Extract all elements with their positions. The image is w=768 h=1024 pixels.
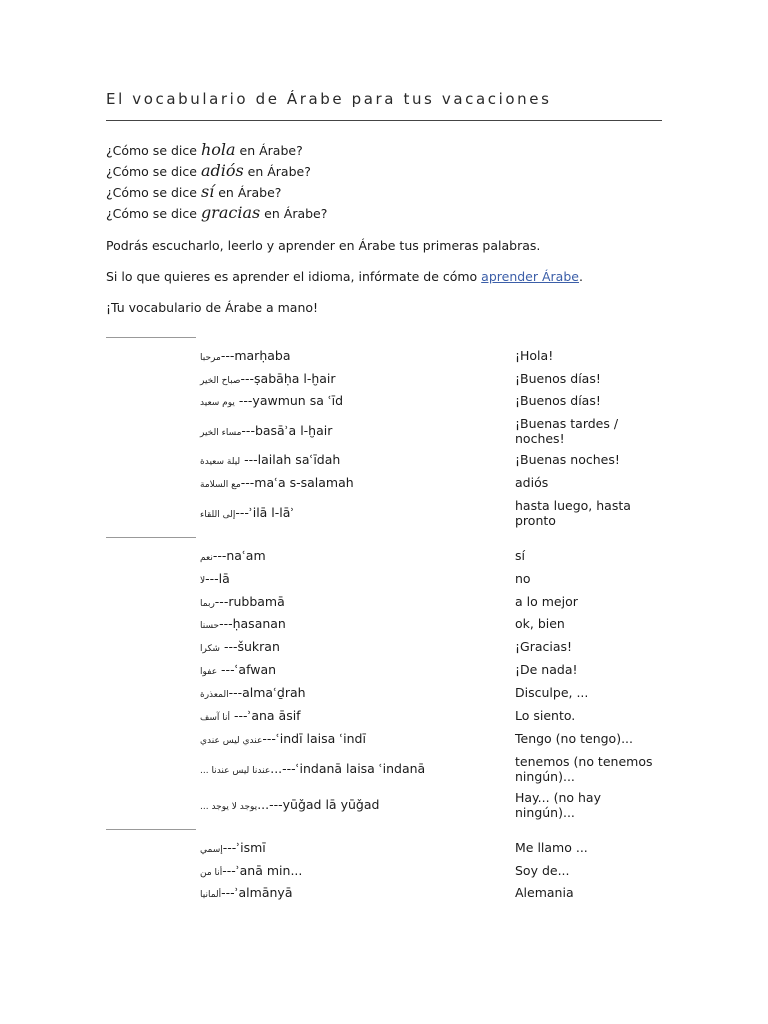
learn-paragraph: [106, 269, 583, 284]
arabic-term: [200, 863, 302, 878]
arabic-term: [200, 452, 340, 467]
spanish-translation: no: [515, 571, 531, 586]
question-word: gracias: [200, 203, 261, 222]
question-gracias: [106, 205, 327, 222]
learn-text: Si lo que quieres es aprender el idioma, infórmate de cómo: [106, 269, 482, 284]
arabic-script: ألمانيا: [200, 890, 222, 900]
arabic-term: [200, 662, 276, 677]
question-prefix: ¿Cómo se dice: [106, 143, 201, 158]
arabic-term: [200, 840, 266, 855]
transliteration: ---ʾanā min...: [222, 863, 303, 878]
spanish-translation: Alemania: [515, 885, 574, 900]
arabic-script: لا: [200, 576, 206, 586]
arabic-script: أنا آسف: [200, 713, 230, 723]
transliteration: ---naʿam: [212, 548, 266, 563]
transliteration: ---yawmun sa ʿīd: [234, 393, 344, 408]
spanish-translation: Tengo (no tengo)...: [515, 731, 633, 746]
arabic-term: [200, 393, 343, 408]
learn-suffix: .: [578, 269, 583, 284]
spanish-translation: ¡Gracias!: [515, 639, 573, 654]
spanish-translation: ¡Hola!: [515, 348, 554, 363]
arabic-term: [200, 731, 366, 746]
arabic-term: [200, 639, 280, 654]
tagline: ¡Tu vocabulario de Árabe a mano!: [106, 300, 319, 315]
transliteration: ---almaʿḏrah: [228, 685, 306, 700]
transliteration: ---ʿindī laisa ʿindī: [262, 731, 366, 746]
arabic-term: [200, 594, 285, 609]
arabic-script: ربما: [200, 599, 215, 609]
arabic-term: [200, 685, 306, 700]
spanish-translation: ¡De nada!: [515, 662, 578, 677]
arabic-term: [200, 371, 336, 386]
transliteration: ---maʿa s-salamah: [240, 475, 354, 490]
section-divider: [106, 829, 196, 830]
question-adios: [106, 163, 311, 180]
section-divider: [106, 537, 196, 538]
transliteration: ---lā: [205, 571, 230, 586]
transliteration: ---ʾilā l-lāʾ: [235, 505, 295, 520]
question-hola: [106, 142, 303, 159]
transliteration: ---ʾana āsif: [229, 708, 301, 723]
arabic-script: مساء الخير: [200, 428, 242, 438]
transliteration: ---ʾalmānyā: [221, 885, 293, 900]
transliteration: ---basāʾa l-ḫair: [241, 423, 333, 438]
arabic-term: [200, 708, 301, 723]
transliteration: ---ṣabāḥa l-ḫair: [240, 371, 336, 386]
transliteration: ---lailah saʿīdah: [240, 452, 341, 467]
spanish-translation: tenemos (no tenemos ningún)...: [515, 754, 653, 784]
spanish-translation: ¡Buenos días!: [515, 371, 601, 386]
question-word: adiós: [200, 161, 244, 180]
question-suffix: en Árabe?: [214, 185, 282, 200]
arabic-script: صباح الخير: [200, 376, 241, 386]
question-suffix: en Árabe?: [235, 143, 303, 158]
transliteration: ...---yūǧad lā yūǧad: [257, 797, 380, 812]
spanish-translation: ¡Buenas tardes / noches!: [515, 416, 619, 446]
question-word: sí: [200, 182, 215, 201]
arabic-script: يوجد لا يوجد ...: [200, 802, 258, 812]
spanish-translation: ok, bien: [515, 616, 565, 631]
arabic-script: عندنا ليس عندنا ...: [200, 766, 271, 776]
arabic-script: المعذرة: [200, 690, 229, 700]
arabic-term: [200, 885, 292, 900]
arabic-term: [200, 797, 379, 812]
arabic-term: [200, 616, 286, 631]
arabic-term: [200, 505, 294, 520]
spanish-translation: sí: [515, 548, 525, 563]
arabic-script: أنا من: [200, 868, 223, 878]
question-prefix: ¿Cómo se dice: [106, 185, 201, 200]
transliteration: ---ʿafwan: [217, 662, 277, 677]
title-divider: [106, 120, 662, 121]
question-word: hola: [200, 140, 236, 159]
arabic-script: حسنا: [200, 621, 220, 631]
learn-arabic-link[interactable]: aprender Árabe: [481, 269, 579, 284]
spanish-translation: Hay... (no hay ningún)...: [515, 790, 601, 820]
arabic-script: مرحبا: [200, 353, 221, 363]
arabic-term: [200, 548, 266, 563]
transliteration: ---ḥasanan: [219, 616, 286, 631]
spanish-translation: Me llamo ...: [515, 840, 588, 855]
question-suffix: en Árabe?: [243, 164, 311, 179]
question-prefix: ¿Cómo se dice: [106, 164, 201, 179]
spanish-translation: Soy de...: [515, 863, 570, 878]
arabic-script: يوم سعيد: [200, 398, 235, 408]
question-prefix: ¿Cómo se dice: [106, 206, 201, 221]
arabic-script: شكرا: [200, 644, 220, 654]
transliteration: ---rubbamā: [214, 594, 285, 609]
question-suffix: en Árabe?: [260, 206, 328, 221]
spanish-translation: adiós: [515, 475, 549, 490]
question-si: [106, 184, 281, 201]
arabic-script: عندي ليس عندي: [200, 736, 263, 746]
arabic-script: عفوا: [200, 667, 218, 677]
arabic-script: ليلة سعيدة: [200, 457, 241, 467]
arabic-term: [200, 571, 230, 586]
arabic-term: [200, 761, 425, 776]
spanish-translation: Disculpe, ...: [515, 685, 589, 700]
spanish-translation: hasta luego, hasta pronto: [515, 498, 631, 528]
arabic-script: مع السلامة: [200, 480, 241, 490]
spanish-translation: Lo siento.: [515, 708, 576, 723]
arabic-term: [200, 423, 332, 438]
arabic-term: [200, 348, 291, 363]
intro-paragraph: Podrás escucharlo, leerlo y aprender en Árabe tus primeras palabras.: [106, 238, 541, 253]
page-title: El vocabulario de Árabe para tus vacaciones: [106, 90, 552, 108]
arabic-term: [200, 475, 354, 490]
arabic-script: إلى اللقاء: [200, 510, 236, 520]
spanish-translation: ¡Buenos días!: [515, 393, 601, 408]
section-divider: [106, 337, 196, 338]
spanish-translation: ¡Buenas noches!: [515, 452, 620, 467]
transliteration: ---šukran: [219, 639, 280, 654]
spanish-translation: a lo mejor: [515, 594, 578, 609]
arabic-script: إسمي: [200, 845, 223, 855]
transliteration: ---marḥaba: [220, 348, 291, 363]
transliteration: ...---ʿindanā laisa ʿindanā: [270, 761, 426, 776]
arabic-script: نعم: [200, 553, 213, 563]
transliteration: ---ʾismī: [222, 840, 266, 855]
